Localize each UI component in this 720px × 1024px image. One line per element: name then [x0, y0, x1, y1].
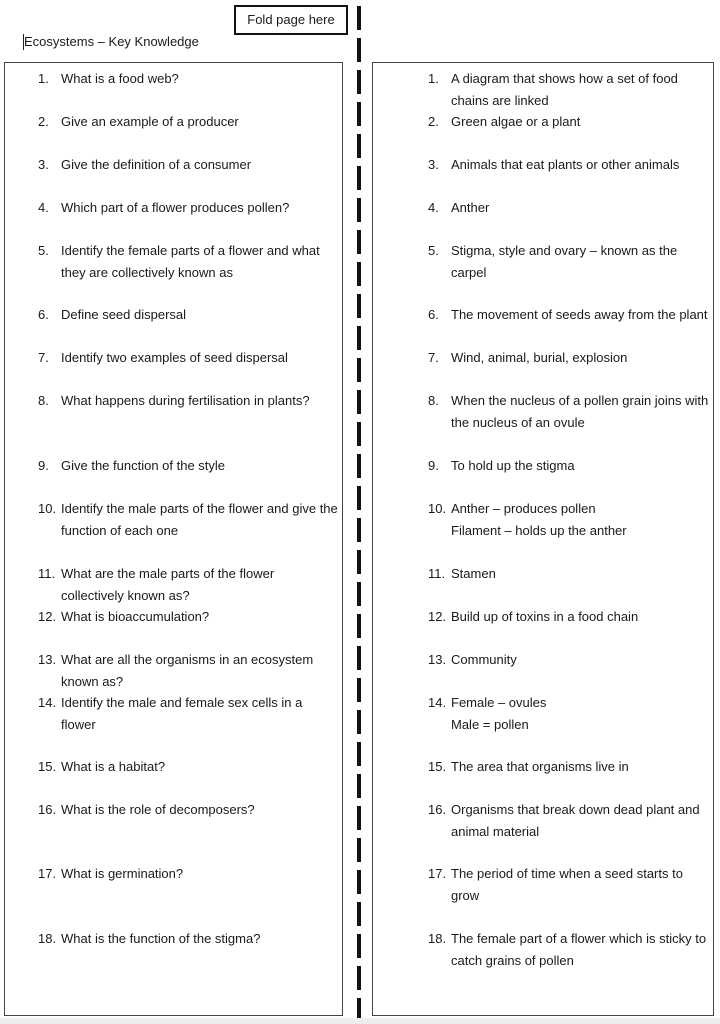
item-number: 6. — [38, 307, 49, 322]
question-item — [38, 240, 338, 283]
question-item — [38, 304, 338, 326]
item-number: 18. — [38, 931, 57, 946]
item-text: Which part of a flower produces pollen? — [61, 200, 290, 215]
answer-item — [428, 498, 713, 541]
answer-item — [428, 928, 713, 971]
item-number: 13. — [38, 652, 57, 667]
question-item — [38, 756, 338, 778]
item-text: What are all the organisms in an ecosystem known as? — [61, 652, 314, 689]
item-text: Identify the male parts of the flower and give the function of each one — [61, 501, 338, 538]
item-text: Give an example of a producer — [61, 114, 239, 129]
item-number: 14. — [428, 695, 447, 710]
item-text: The period of time when a seed starts to grow — [451, 866, 683, 903]
document-title: Ecosystems – Key Knowledge — [24, 34, 199, 49]
item-text: The area that organisms live in — [451, 759, 629, 774]
answer-item — [428, 304, 713, 326]
item-text: What is the function of the stigma? — [61, 931, 261, 946]
question-item — [38, 197, 338, 219]
item-number: 8. — [428, 393, 439, 408]
fold-line-divider — [357, 6, 361, 1018]
item-number: 2. — [38, 114, 49, 129]
item-text: What is a habitat? — [61, 759, 166, 774]
item-text: What is a food web? — [61, 71, 179, 86]
answer-item — [428, 111, 713, 133]
item-text: Organisms that break down dead plant and animal material — [451, 802, 700, 839]
answer-item — [428, 563, 713, 585]
item-text: Green algae or a plant — [451, 114, 581, 129]
item-number: 10. — [38, 501, 57, 516]
item-number: 1. — [428, 71, 439, 86]
item-number: 5. — [428, 243, 439, 258]
question-item — [38, 390, 338, 412]
question-item — [38, 111, 338, 133]
answers-panel — [372, 62, 714, 1016]
item-number: 12. — [428, 609, 447, 624]
answer-item — [428, 347, 713, 369]
question-item — [38, 498, 338, 541]
item-text: The female part of a flower which is sticky to catch grains of pollen — [451, 931, 707, 968]
item-text: Give the function of the style — [61, 458, 226, 473]
item-text: Identify the female parts of a flower and what they are collectively known as — [61, 243, 320, 280]
item-text: The movement of seeds away from the plant — [451, 307, 708, 322]
answer-item — [428, 154, 713, 176]
answer-item — [428, 606, 713, 628]
question-item — [38, 347, 338, 369]
item-text: Stigma, style and ovary – known as the carpel — [451, 243, 678, 280]
answer-item — [428, 240, 713, 283]
item-number: 14. — [38, 695, 57, 710]
item-text: What is germination? — [61, 866, 184, 881]
item-number: 13. — [428, 652, 447, 667]
item-text: Define seed dispersal — [61, 307, 187, 322]
answer-item — [428, 649, 713, 671]
item-text: Give the definition of a consumer — [61, 157, 252, 172]
item-number: 16. — [428, 802, 447, 817]
item-text: Build up of toxins in a food chain — [451, 609, 639, 624]
item-text: When the nucleus of a pollen grain joins with the nucleus of an ovule — [451, 393, 709, 430]
item-text: Stamen — [451, 566, 496, 581]
item-number: 17. — [428, 866, 447, 881]
question-item — [38, 606, 338, 628]
item-number: 6. — [428, 307, 439, 322]
answer-item — [428, 197, 713, 219]
question-item — [38, 563, 338, 606]
item-number: 15. — [38, 759, 57, 774]
item-number: 7. — [428, 350, 439, 365]
item-text-second-line: Filament – holds up the anther — [451, 522, 627, 538]
item-text: Animals that eat plants or other animals — [451, 157, 680, 172]
item-text: Wind, animal, burial, explosion — [451, 350, 628, 365]
item-number: 11. — [38, 566, 56, 581]
answer-item — [428, 799, 713, 842]
item-number: 5. — [38, 243, 49, 258]
question-item — [38, 455, 338, 477]
item-number: 18. — [428, 931, 447, 946]
question-item — [38, 154, 338, 176]
page-bottom-bar — [0, 1018, 720, 1024]
item-text: Identify two examples of seed dispersal — [61, 350, 288, 365]
question-item — [38, 649, 338, 692]
question-item — [38, 863, 338, 885]
item-number: 3. — [38, 157, 49, 172]
item-number: 9. — [38, 458, 49, 473]
item-number: 17. — [38, 866, 57, 881]
answer-item — [428, 756, 713, 778]
answer-item — [428, 68, 713, 111]
item-text: Identify the male and female sex cells in a flower — [61, 695, 303, 732]
answer-item — [428, 692, 713, 735]
item-text: What is the role of decomposers? — [61, 802, 255, 817]
question-item — [38, 928, 338, 950]
item-number: 1. — [38, 71, 49, 86]
item-text: What is bioaccumulation? — [61, 609, 210, 624]
item-number: 15. — [428, 759, 447, 774]
item-text: To hold up the stigma — [451, 458, 575, 473]
item-number: 11. — [428, 566, 446, 581]
fold-page-label: Fold page here — [234, 5, 348, 35]
item-text: What happens during fertilisation in plants? — [61, 393, 310, 408]
item-number: 4. — [428, 200, 439, 215]
questions-panel — [4, 62, 343, 1016]
item-number: 7. — [38, 350, 49, 365]
answer-item — [428, 390, 713, 433]
question-item — [38, 799, 338, 821]
item-number: 8. — [38, 393, 49, 408]
item-number: 2. — [428, 114, 439, 129]
item-text-second-line: Male = pollen — [451, 716, 529, 732]
item-text: Community — [451, 652, 517, 667]
item-number: 4. — [38, 200, 49, 215]
item-text: Female – ovules — [451, 695, 547, 710]
item-number: 16. — [38, 802, 57, 817]
item-text: Anther — [451, 200, 490, 215]
item-number: 3. — [428, 157, 439, 172]
question-item — [38, 692, 338, 735]
answer-item — [428, 455, 713, 477]
item-number: 10. — [428, 501, 447, 516]
item-text: What are the male parts of the flower collectively known as? — [61, 566, 275, 603]
question-item — [38, 68, 338, 90]
item-text: A diagram that shows how a set of food chains are linked — [451, 71, 678, 108]
item-number: 12. — [38, 609, 57, 624]
item-number: 9. — [428, 458, 439, 473]
item-text: Anther – produces pollen — [451, 501, 596, 516]
answer-item — [428, 863, 713, 906]
